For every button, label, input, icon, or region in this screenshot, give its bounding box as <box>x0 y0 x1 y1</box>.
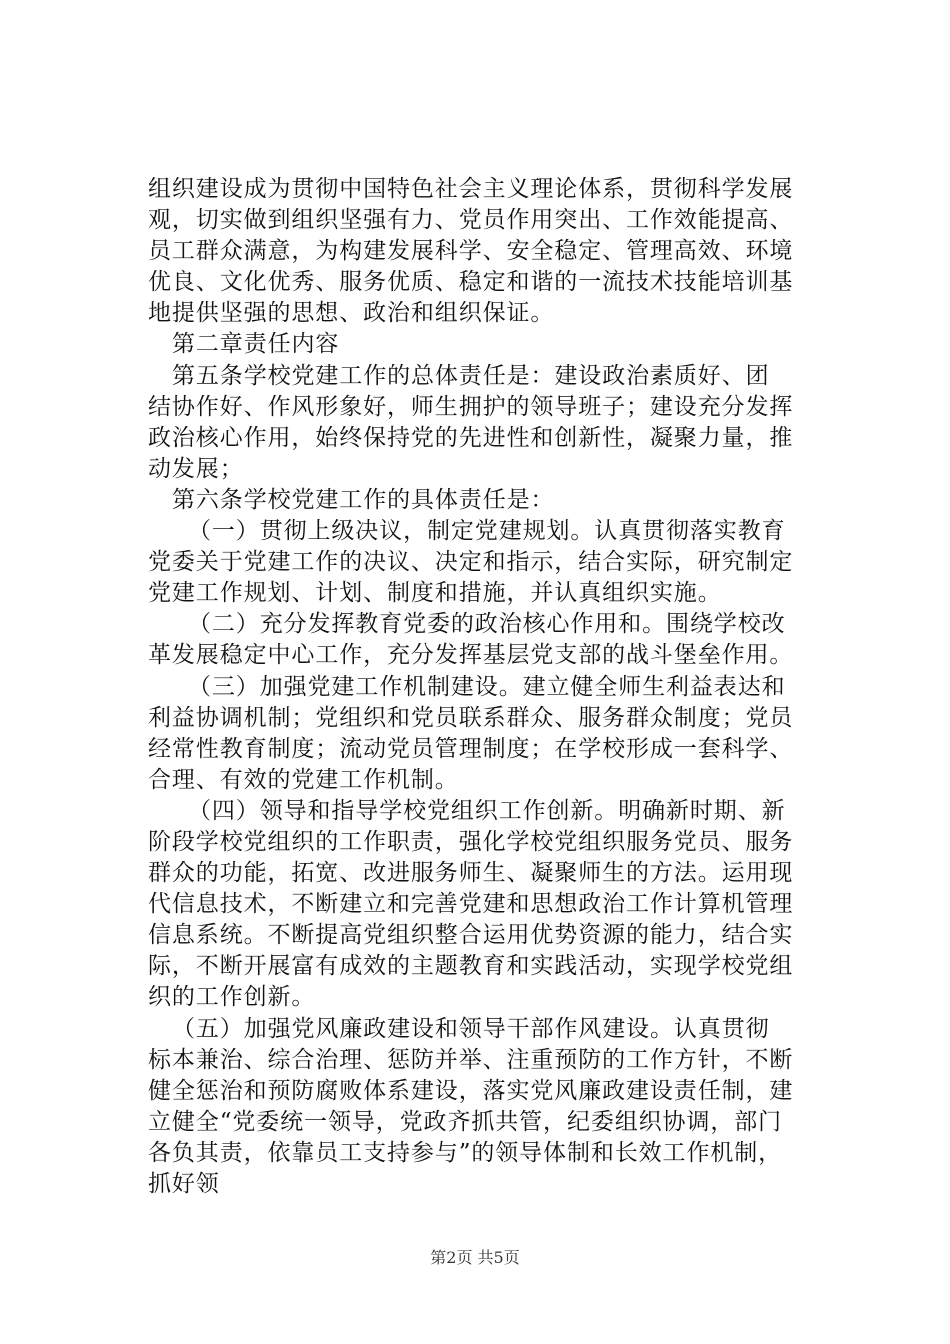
page-footer <box>0 1245 950 1268</box>
text-line: 群众的功能，拓宽、改进服务师生、凝聚师生的方法。运用现 <box>148 860 794 887</box>
text-line: 观，切实做到组织坚强有力、党员作用突出、工作效能提高、 <box>148 207 794 234</box>
text-line: 合理、有效的党建工作机制。 <box>148 766 459 793</box>
text-line: 优良、文化优秀、服务优质、稳定和谐的一流技术技能培训基 <box>148 269 794 296</box>
text-line: （三）加强党建工作机制建设。建立健全师生利益表达和 <box>188 673 786 700</box>
text-line: 标本兼治、综合治理、惩防并举、注重预防的工作方针，不断 <box>148 1046 794 1073</box>
text-line: 组织建设成为贯彻中国特色社会主义理论体系，贯彻科学发展 <box>148 176 794 202</box>
text-line: 阶段学校党组织的工作职责，强化学校党组织服务党员、服务 <box>148 828 794 855</box>
text-line: （二）充分发挥教育党委的政治核心作用和。围绕学校改 <box>188 611 786 638</box>
text-line: 际，不断开展富有成效的主题教育和实践活动，实现学校党组 <box>148 953 794 980</box>
text-line: 第六条学校党建工作的具体责任是： <box>172 486 555 513</box>
text-line: 结协作好、作风形象好，师生拥护的领导班子；建设充分发挥 <box>148 393 794 420</box>
text-line: （一）贯彻上级决议，制定党建规划。认真贯彻落实教育 <box>188 518 786 545</box>
text-line: （四）领导和指导学校党组织工作创新。明确新时期、新 <box>188 797 786 824</box>
text-line: 健全惩治和预防腐败体系建设，落实党风廉政建设责任制，建 <box>148 1077 794 1104</box>
text-line: 党委关于党建工作的决议、决定和指示，结合实际，研究制定 <box>148 549 794 576</box>
text-line: 信息系统。不断提高党组织整合运用优势资源的能力，结合实 <box>148 922 794 949</box>
text-line: 政治核心作用，始终保持党的先进性和创新性，凝聚力量，推 <box>148 424 794 451</box>
text-line: 织的工作创新。 <box>148 984 316 1011</box>
chapter-heading: 第二章责任内容 <box>172 331 340 358</box>
text-line: 革发展稳定中心工作，充分发挥基层党支部的战斗堡垒作用。 <box>148 642 794 669</box>
text-line: 代信息技术，不断建立和完善党建和思想政治工作计算机管理 <box>148 891 794 918</box>
text-line: 第五条学校党建工作的总体责任是：建设政治素质好、团 <box>172 362 770 389</box>
text-line: 立健全“党委统一领导，党政齐抓共管，纪委组织协调，部门 <box>148 1108 783 1135</box>
text-line: 利益协调机制；党组织和党员联系群众、服务群众制度；党员 <box>148 704 794 731</box>
text-line: 各负其责，依靠员工支持参与”的领导体制和长效工作机制， <box>148 1139 783 1166</box>
text-line: 经常性教育制度；流动党员管理制度；在学校形成一套科学、 <box>148 735 794 762</box>
text-line: 动发展； <box>148 455 244 482</box>
text-line: 党建工作规划、计划、制度和措施，并认真组织实施。 <box>148 580 722 607</box>
page-number-label: 第2页 共5页 <box>430 1248 520 1267</box>
text-line: 地提供坚强的思想、政治和组织保证。 <box>148 300 555 327</box>
text-line: 员工群众满意，为构建发展科学、安全稳定、管理高效、环境 <box>148 238 794 265</box>
document-body <box>148 174 838 1200</box>
text-line: （五）加强党风廉政建设和领导干部作风建设。认真贯彻 <box>172 1015 770 1042</box>
text-line: 抓好领 <box>148 1171 220 1197</box>
